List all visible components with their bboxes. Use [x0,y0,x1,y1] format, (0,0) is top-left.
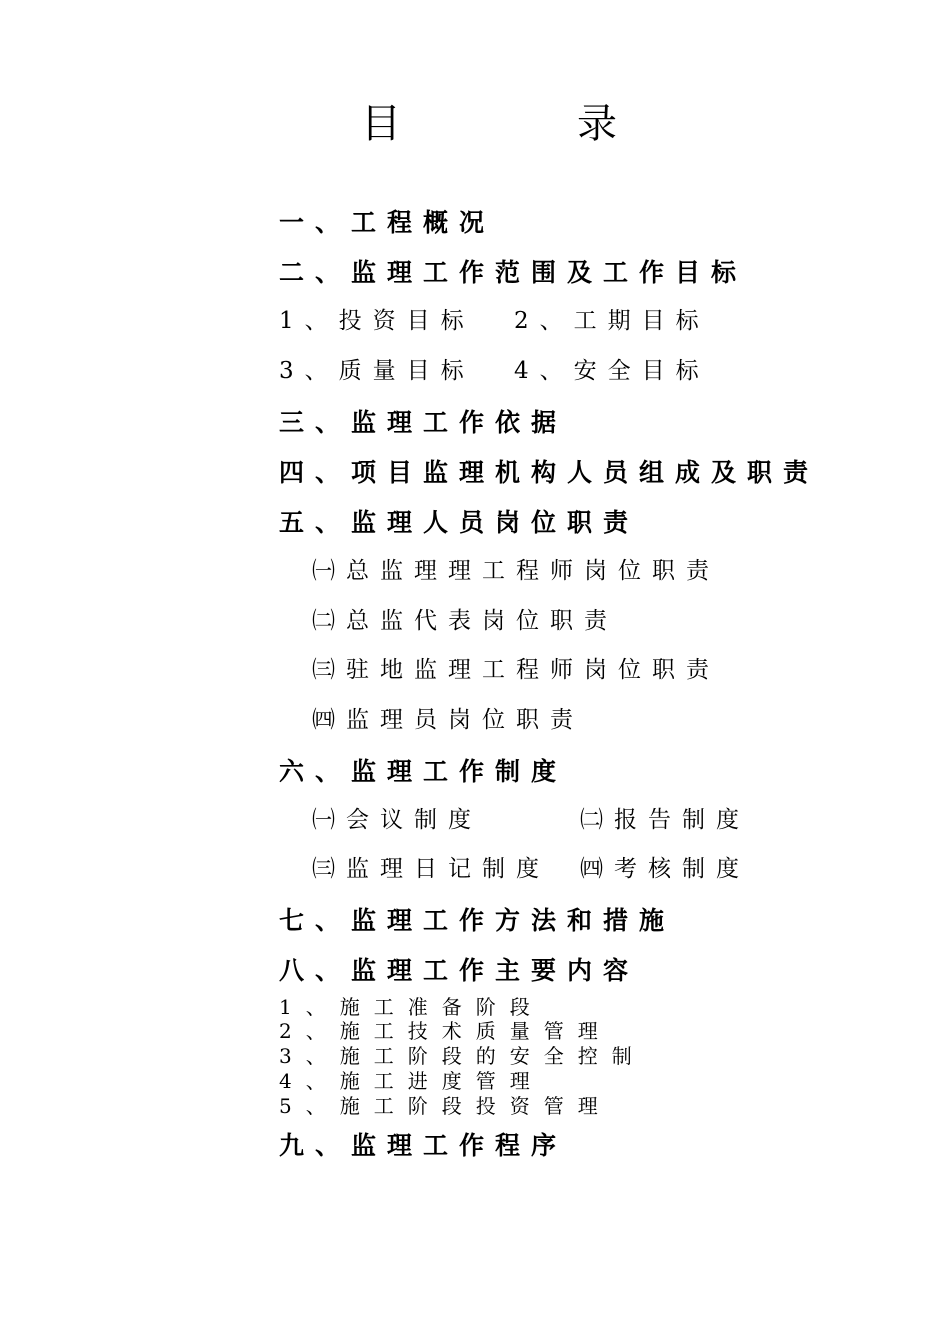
toc-item: 3、施工阶段的安全控制 [279,1044,646,1068]
toc-item: ㈠会议制度 [312,807,482,833]
toc-item: 3、质量目标 [279,358,475,384]
toc-item: ㈡报告制度 [580,807,750,833]
toc-title-left: 目 [361,101,401,147]
toc-item: ㈢监理日记制度 [312,856,550,882]
toc-item: 1、施工准备阶段 [279,995,544,1019]
toc-item: ㈣考核制度 [580,856,750,882]
toc-item: ㈠总监理理工程师岗位职责 [312,558,720,584]
toc-section-6: 六、监理工作制度 [279,757,568,786]
toc-item: 1、投资目标 [279,308,475,334]
toc-title-right: 录 [577,101,617,147]
toc-section-5: 五、监理人员岗位职责 [279,508,640,537]
toc-section-1: 一、工程概况 [279,208,496,237]
toc-item: 4、安全目标 [514,358,710,384]
toc-item: 4、施工进度管理 [279,1069,544,1093]
toc-item: ㈣监理员岗位职责 [312,707,584,733]
toc-section-4: 四、项目监理机构人员组成及职责 [279,458,820,487]
toc-item: 2、工期目标 [514,308,710,334]
toc-section-9: 九、监理工作程序 [279,1131,568,1160]
toc-item: ㈡总监代表岗位职责 [312,608,618,634]
toc-section-3: 三、监理工作依据 [279,408,568,437]
toc-section-2: 二、监理工作范围及工作目标 [279,258,748,287]
toc-item: 2、施工技术质量管理 [279,1019,612,1043]
toc-section-7: 七、监理工作方法和措施 [279,906,676,935]
toc-item: 5、施工阶段投资管理 [279,1094,612,1118]
toc-section-8: 八、监理工作主要内容 [279,956,640,985]
toc-item: ㈢驻地监理工程师岗位职责 [312,657,720,683]
